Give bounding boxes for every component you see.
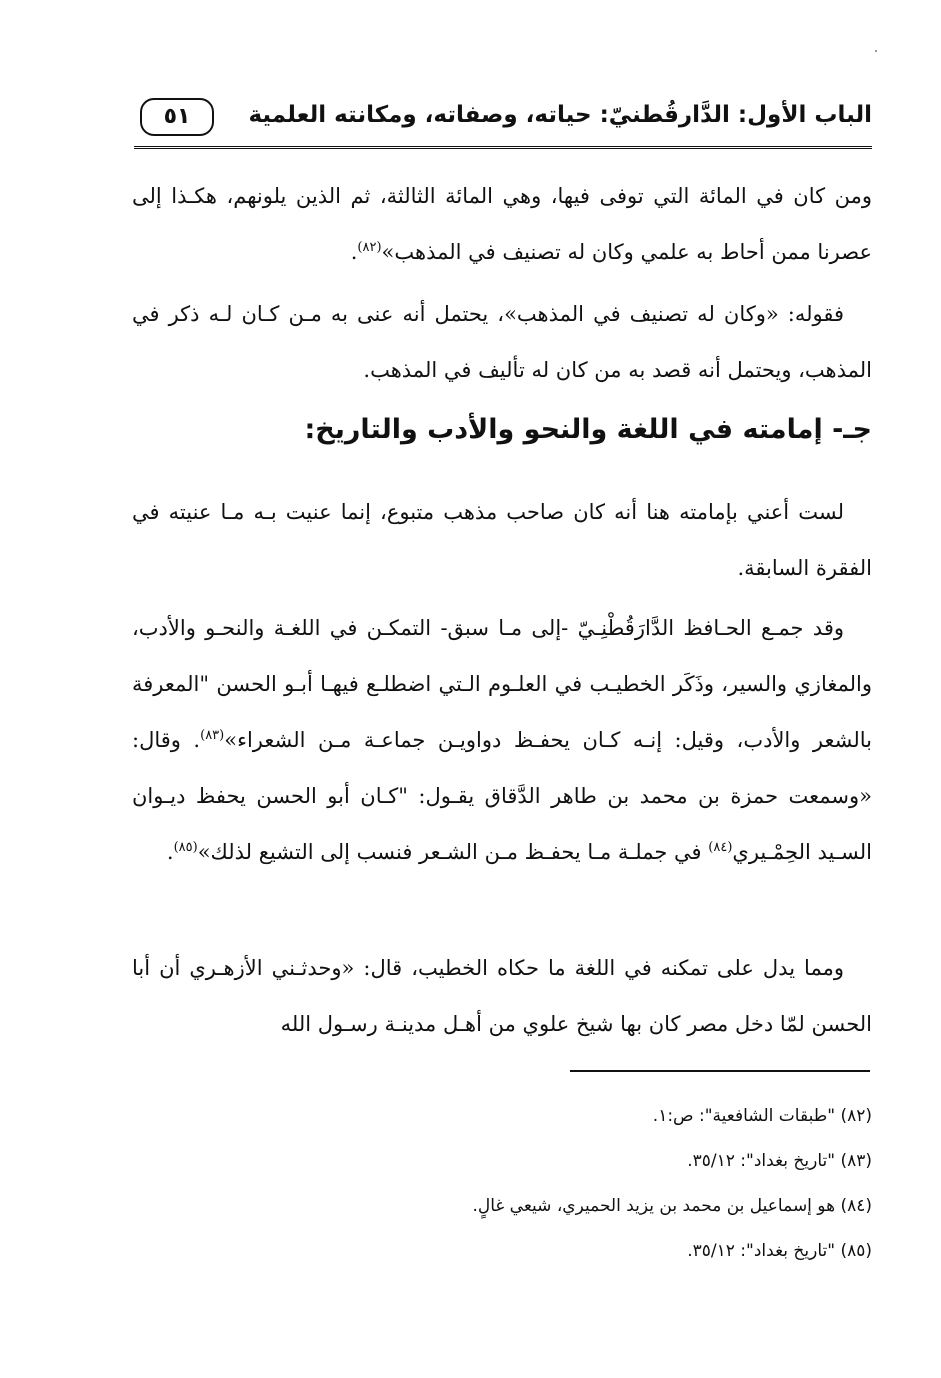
running-header bbox=[132, 96, 872, 146]
footnotes bbox=[132, 1094, 872, 1274]
paragraph-2-text: فقوله: «وكان له تصنيف في المذهب»، يحتمل أنه عنى به مـن كـان لـه ذكر في المذهب، ويحتمل أنه قصد به من كان له تأليف في المذهب. bbox=[132, 302, 872, 382]
page-number: ٥١ bbox=[140, 98, 214, 136]
footnote-83: (٨٣) "تاريخ بغداد": ٣٥/١٢. bbox=[687, 1151, 872, 1171]
paragraph-3-text: لست أعني بإمامته هنا أنه كان صاحب مذهب متبوع، إنما عنيت بـه مـا عنيته في الفقرة السابقة. bbox=[132, 500, 872, 580]
footnote-84: (٨٤) هو إسماعيل بن محمد بن يزيد الحميري، شيعي غالٍ. bbox=[472, 1196, 872, 1216]
paragraph-3 bbox=[132, 484, 872, 596]
paragraph-4-text-b: . وقال: «وسمعت حمزة بن محمد بن طاهر الدَّقاق يقـول: "كـان أبو الحسن يحفظ ديـوان السـيد الحِمْـيري bbox=[132, 728, 872, 864]
scan-speck bbox=[875, 50, 877, 52]
footnote-ref-82[interactable]: (٨٢) bbox=[357, 240, 382, 255]
header-divider bbox=[134, 146, 872, 149]
paragraph-5-text: ومما يدل على تمكنه في اللغة ما حكاه الخطيب، قال: «وحدثـني الأزهـري أن أبا الحسن لمّا دخل مصر كان بها شيخ علوي من أهـل مدينـة رسـول الله bbox=[132, 956, 872, 1036]
paragraph-1-text: ومن كان في المائة التي توفى فيها، وهي المائة الثالثة، ثم الذين يلونهم، هكـذا إلى عصرنا ممن أحاط به علمي وكان له تصنيف في المذهب» bbox=[132, 184, 872, 264]
section-heading: جـ- إمامته في اللغة والنحو والأدب والتاريخ: bbox=[304, 414, 872, 445]
paragraph-1 bbox=[132, 168, 872, 280]
paragraph-4 bbox=[132, 600, 872, 880]
paragraph-4-end: . bbox=[166, 840, 174, 864]
paragraph-2 bbox=[132, 286, 872, 398]
footnote-85: (٨٥) "تاريخ بغداد": ٣٥/١٢. bbox=[687, 1241, 872, 1261]
footnote-ref-83[interactable]: (٨٣) bbox=[200, 728, 225, 743]
footnote-82: (٨٢) "طبقات الشافعية": ص:١. bbox=[652, 1106, 872, 1126]
footnote-ref-84[interactable]: (٨٤) bbox=[708, 840, 733, 855]
footnote-ref-85[interactable]: (٨٥) bbox=[173, 840, 198, 855]
paragraph-4-text-c: في جملـة مـا يحفـظ مـن الشـعر فنسب إلى التشيع لذلك» bbox=[197, 840, 709, 864]
paragraph-4-text-a: وقد جمـع الحـافظ الدَّارَقُطْنِـيّ -إلى مـا سبق- التمكـن في اللغـة والنحـو والأدب، والمغازي والسير، وذَكَر الخطيـب في العلـوم الـتي اضطلـع فيهـا أبـو الحسن "المعرفة بالشعر والأدب، وقيل: إنـه كـان يحفـظ دواويـن جماعـة مـن الشعراء» bbox=[132, 616, 873, 752]
paragraph-1-end: . bbox=[350, 240, 358, 264]
paragraph-5 bbox=[132, 940, 872, 1052]
chapter-title: الباب الأول: الدَّارقُطنيّ: حياته، وصفاته، ومكانته العلمية bbox=[248, 102, 872, 128]
footnote-divider bbox=[570, 1070, 870, 1072]
